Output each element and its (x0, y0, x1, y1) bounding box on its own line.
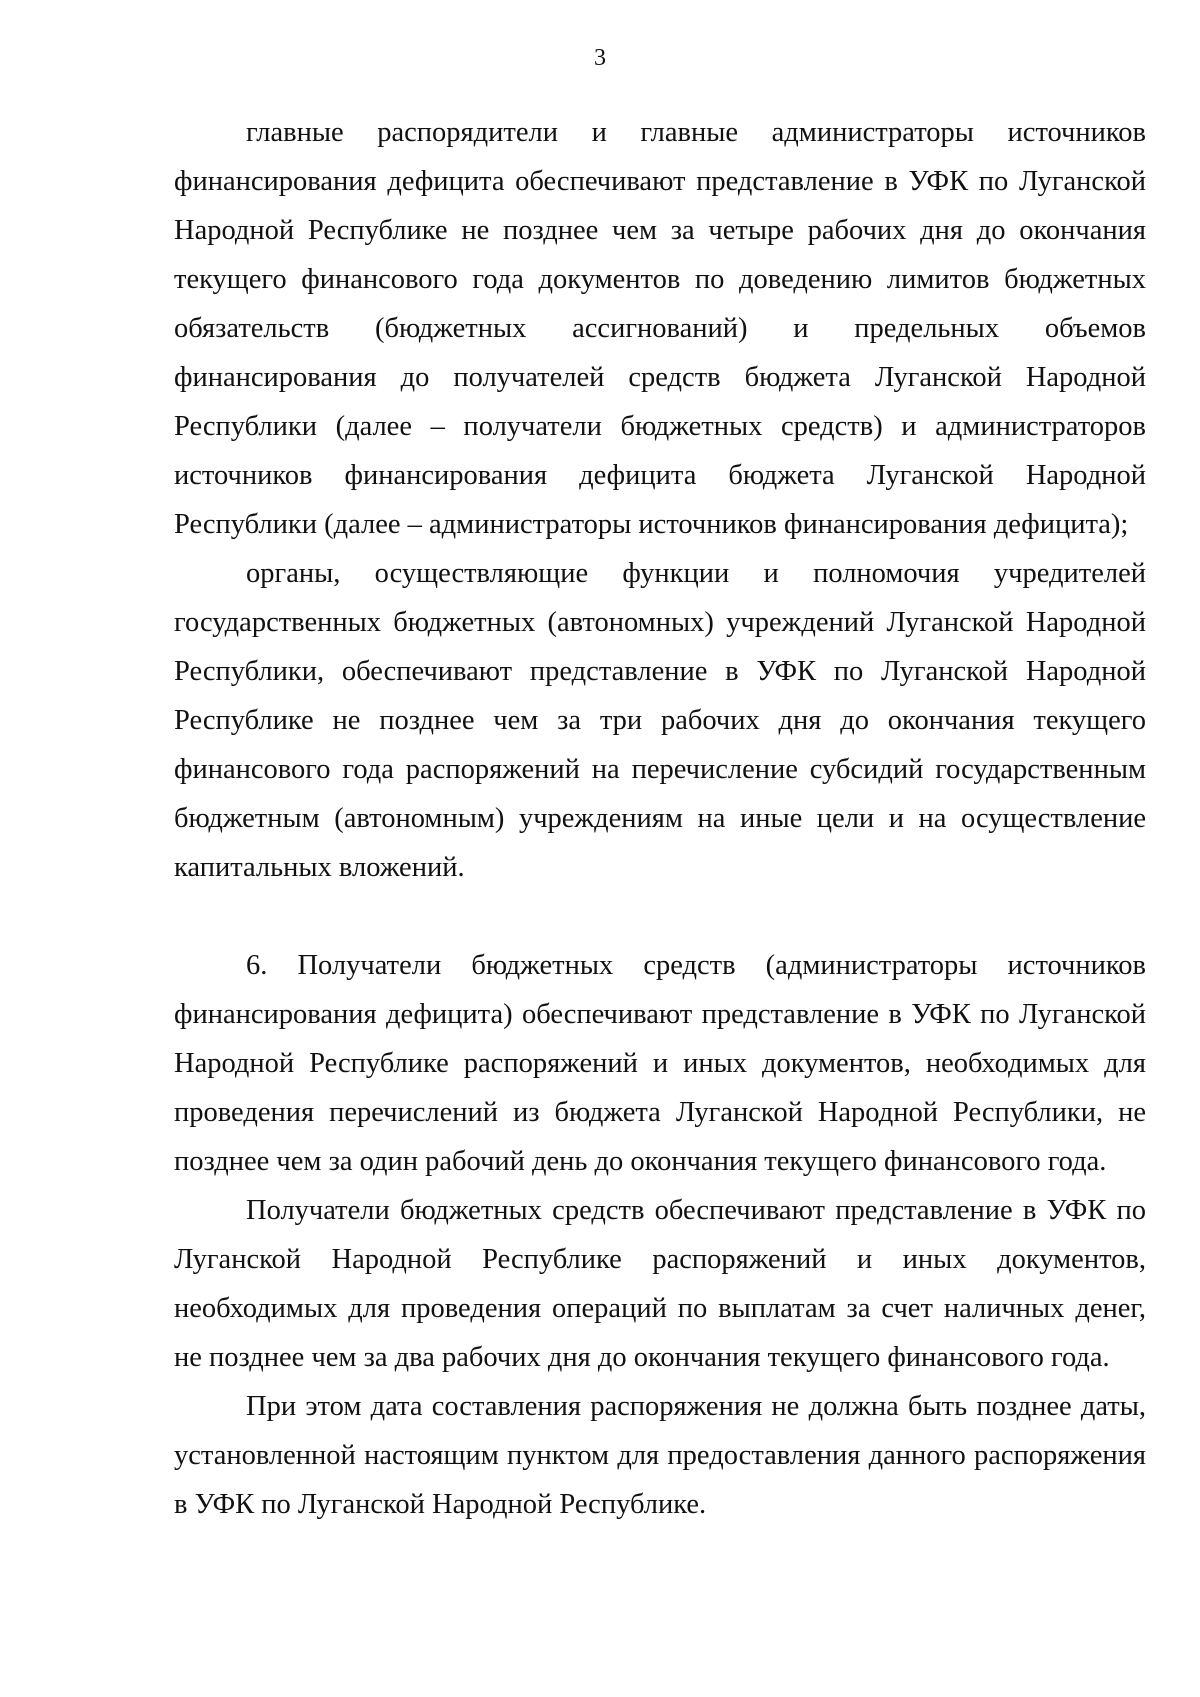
paragraph-founder-bodies: органы, осуществляющие функции и полномочия учредителей государственных бюджетных (автономных) учреждений Луганской Народной Республики, обеспечивают представление в УФК по Луганской Народной Республике не позднее чем за три рабочих дня до окончания текущего финансового года распоряжений на перечисление субсидий государственным бюджетным (автономным) учреждениям на иные цели и на осуществление капитальных вложений. (174, 558, 1146, 883)
paragraph-order-date: При этом дата составления распоряжения не должна быть позднее даты, установленной настоящим пунктом для предоставления данного распоряжения в УФК по Луганской Народной Республике. (174, 1391, 1146, 1520)
page-number: 3 (594, 45, 606, 71)
paragraph-item-6: 6. Получатели бюджетных средств (администраторы источников финансирования дефицита) обеспечивают представление в УФК по Луганской Народной Республике распоряжений и иных документов, необходимых для проведения перечислений из бюджета Луганской Народной Республики, не позднее чем за один рабочий день до окончания текущего финансового года. (174, 950, 1146, 1177)
paragraph-main-administrators: главные распорядители и главные администраторы источников финансирования дефицита обеспечивают представление в УФК по Луганской Народной Республике не позднее чем за четыре рабочих дня до окончания текущего финансового года документов по доведению лимитов бюджетных обязательств (бюджетных ассигнований) и предельных объемов финансирования до получателей средств бюджета Луганской Народной Республики (далее – получатели бюджетных средств) и администраторов источников финансирования дефицита бюджета Луганской Народной Республики (далее – администраторы источников финансирования дефицита); (174, 117, 1146, 540)
paragraph-cash-payments: Получатели бюджетных средств обеспечивают представление в УФК по Луганской Народной Республике распоряжений и иных документов, необходимых для проведения операций по выплатам за счет наличных денег, не позднее чем за два рабочих дня до окончания текущего финансового года. (174, 1195, 1146, 1373)
document-body (174, 108, 1146, 1529)
